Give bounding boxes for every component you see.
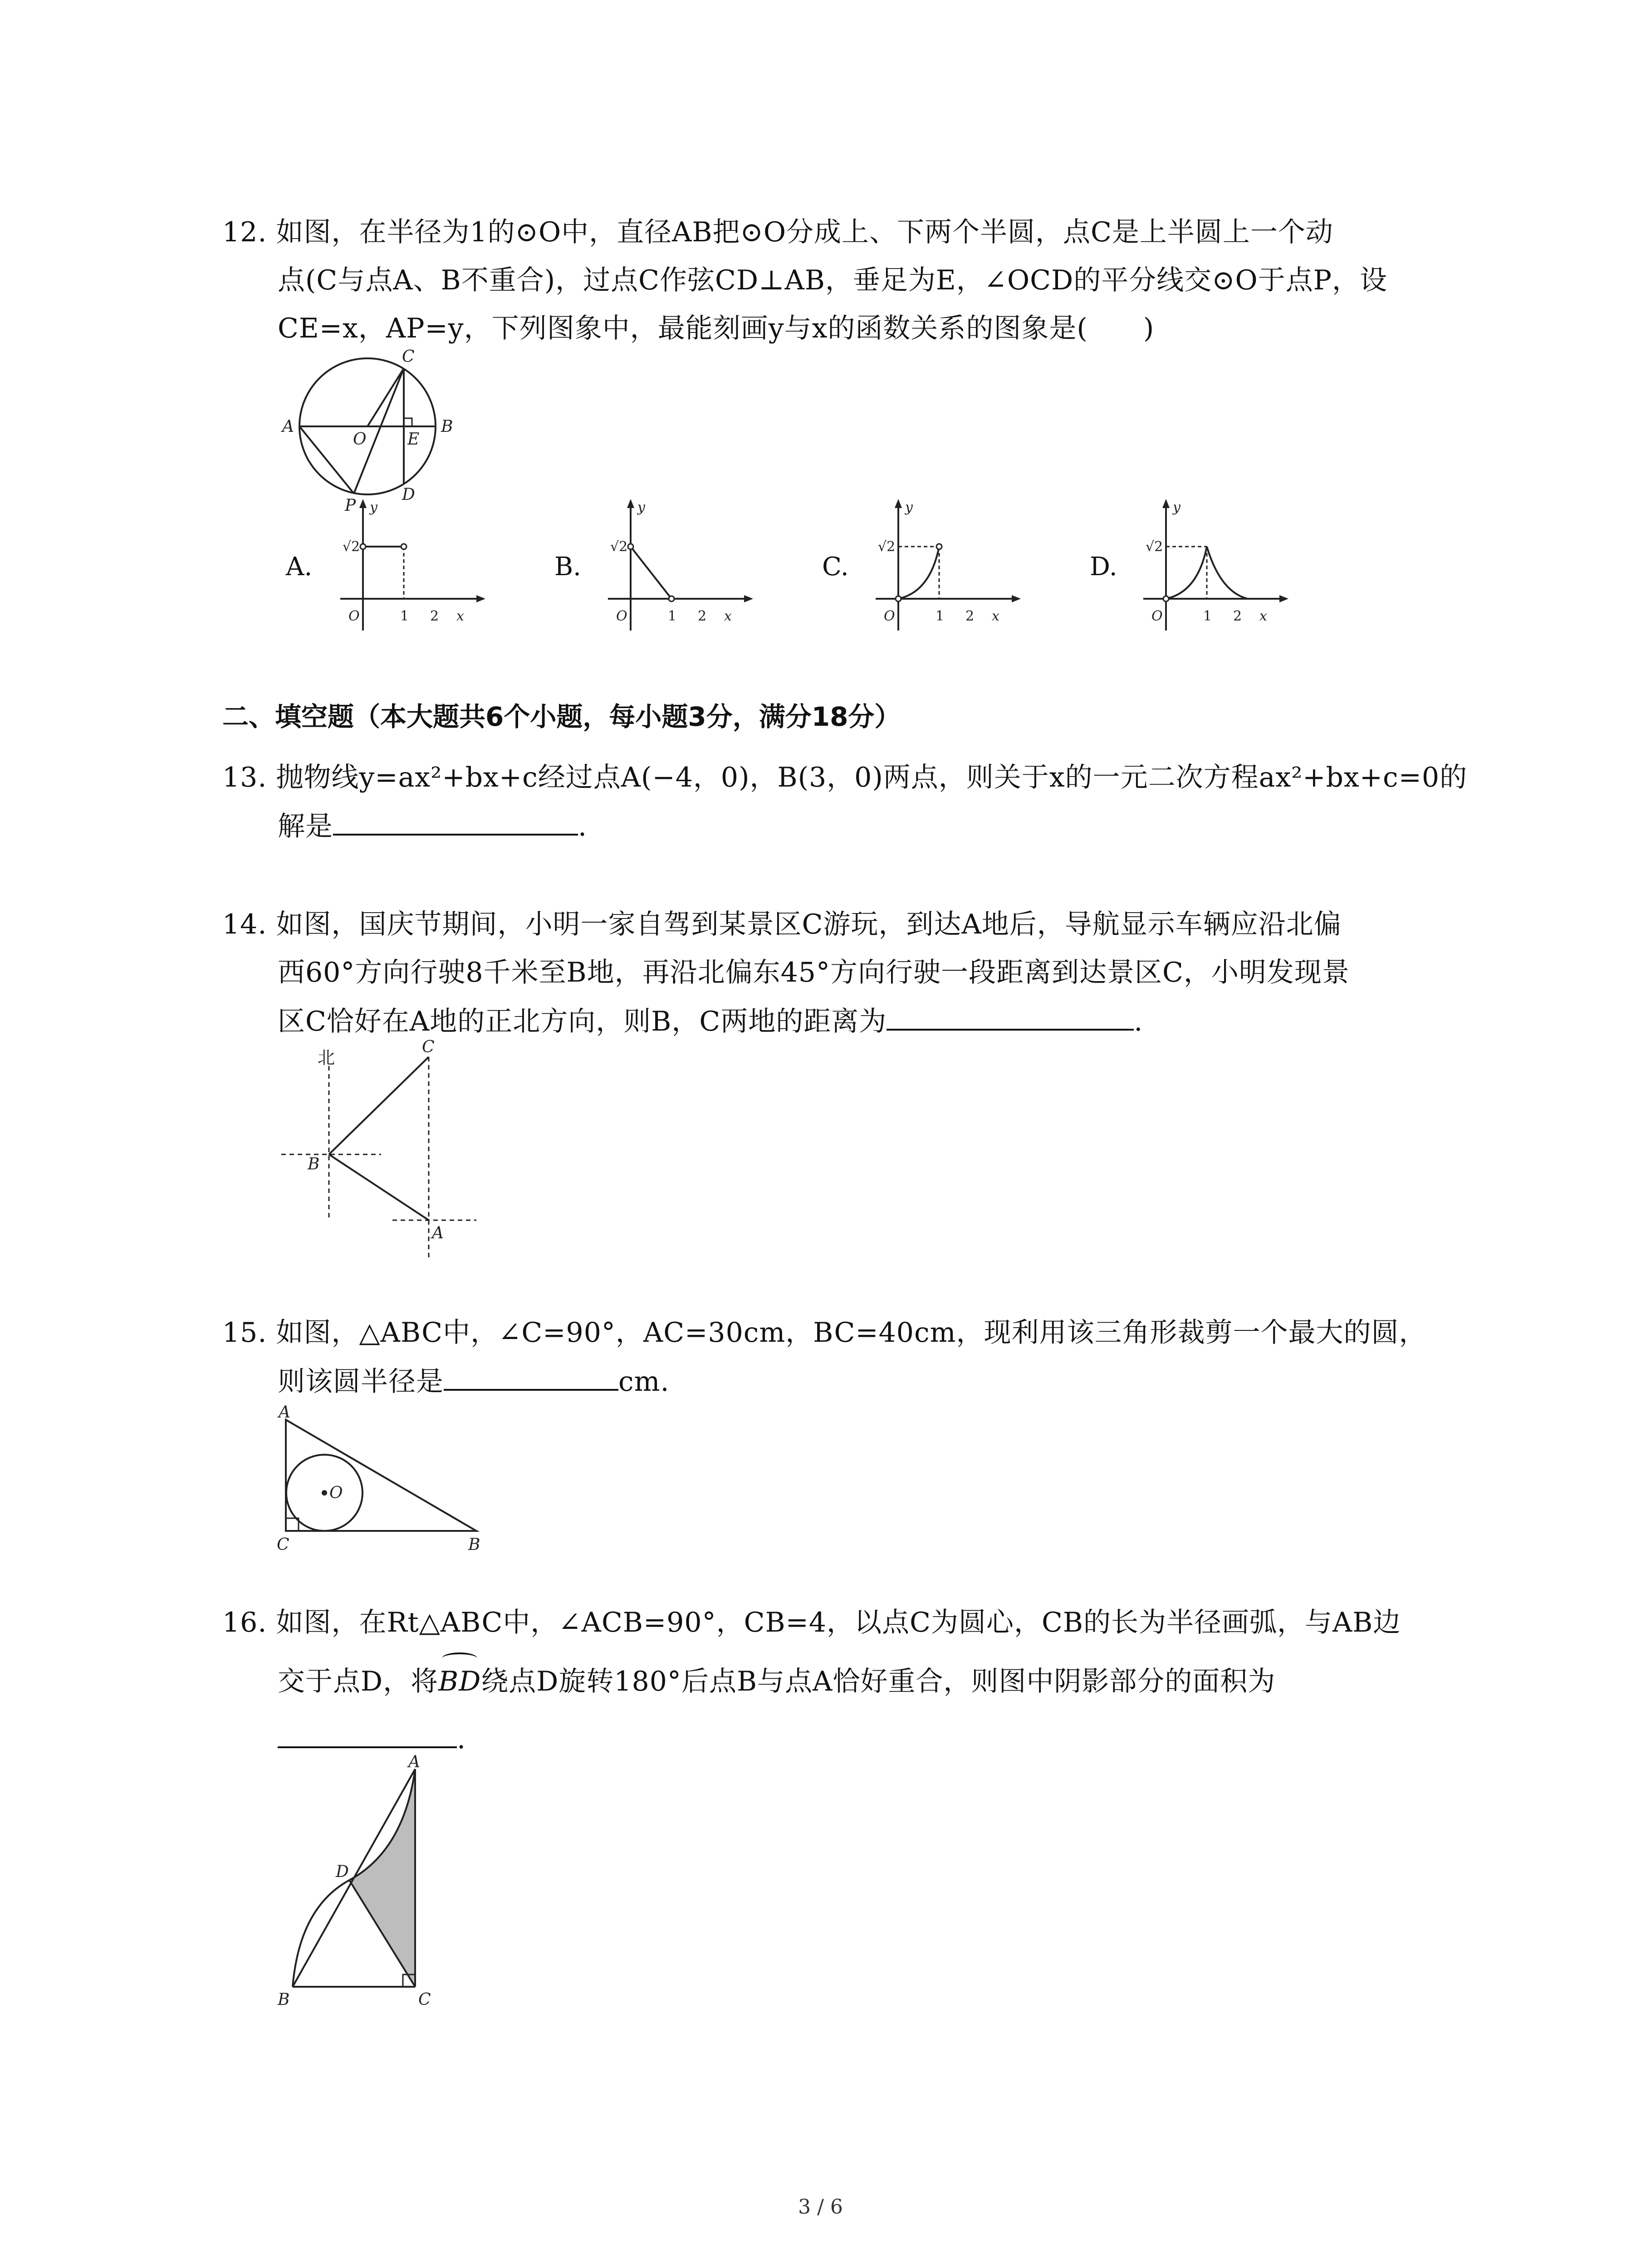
q16-arc-BD: BD [438,1662,481,1701]
q13-answer-prefix: 解是 [278,811,333,842]
svg-text:x: x [456,608,464,624]
q12-option-A-graph [331,494,495,640]
q16-shaded-figure [272,1755,463,2009]
q16-answer-blank[interactable] [278,1719,457,1748]
q12-label-O: O [353,430,367,449]
svg-text:2: 2 [965,608,975,624]
q12-line3: CE=x，AP=y，下列图象中，最能刻画y与x的函数关系的图象是( ) [278,313,1155,344]
svg-text:x: x [992,608,999,624]
q16-label-D: D [336,1862,349,1881]
q12-label-C: C [402,347,415,366]
svg-text:1: 1 [936,608,945,624]
q13-answer-suffix: . [578,811,588,842]
q15-line2 [278,1362,670,1401]
q12-option-D-graph [1134,494,1298,640]
q15-label-O: O [329,1484,343,1502]
q12-circle-figure [277,349,467,513]
q14-label-B: B [308,1155,320,1173]
svg-text:y: y [1173,499,1181,515]
q15-answer-blank[interactable] [444,1362,618,1391]
q16-label-C: C [418,1990,431,2009]
q16-line1: 16. 如图，在Rt△ABC中，∠ACB=90°，CB=4，以点C为圆心，CB的长为半径画弧，与AB边 [222,1607,1401,1638]
q12-option-A-letter: A. [286,552,313,582]
svg-text:1: 1 [668,608,677,624]
q12-line1: 12. 如图，在半径为1的⊙O中，直径AB把⊙O分成上、下两个半圆，点C是上半圆上一个动 [222,216,1333,248]
q12-label-D: D [402,485,415,504]
svg-text:2: 2 [430,608,439,624]
svg-text:1: 1 [400,608,409,624]
svg-text:x: x [1259,608,1267,624]
q13-line2 [278,807,587,846]
q15-answer-suffix: cm. [618,1366,670,1398]
svg-text:O: O [884,608,895,624]
q15-label-C: C [277,1535,289,1554]
q12-label-P: P [345,496,356,515]
q12-label-B: B [441,417,453,436]
q16-answer-suffix: . [457,1723,466,1755]
q14-line2: 西60°方向行驶8千米至B地，再沿北偏东45°方向行驶一段距离到达景区C，小明发现景 [278,957,1350,988]
q14-label-A: A [432,1224,444,1242]
q12-option-D-letter: D. [1090,552,1117,582]
q14-label-north: 北 [318,1048,335,1068]
q15-label-B: B [468,1535,480,1554]
q15-answer-prefix: 则该圆半径是 [278,1366,444,1398]
q13-line1: 13. 抛物线y=ax²+bx+c经过点A(−4，0)，B(3，0)两点，则关于x的一元二次方程ax²+bx+c=0的 [222,762,1468,793]
q12-label-E: E [407,430,420,449]
q14-label-C: C [422,1038,435,1056]
svg-text:y: y [370,499,377,515]
page-number: 3 / 6 [798,2195,843,2219]
q16-line3 [278,1719,466,1758]
q12-option-B-graph [599,494,762,640]
q12-line2: 点(C与点A、B不重合)，过点C作弦CD⊥AB，垂足为E，∠OCD的平分线交⊙O于点P，设 [278,264,1388,296]
svg-text:x: x [724,608,732,624]
q14-answer-suffix: . [1134,1006,1143,1037]
svg-text:√2: √2 [878,539,896,555]
svg-text:y: y [637,499,645,515]
q16-text-post: 绕点D旋转180°后点B与点A恰好重合，则图中阴影部分的面积为 [481,1666,1276,1697]
svg-text:O: O [348,608,360,624]
section-title: 二、填空题（本大题共6个小题，每小题3分，满分18分） [222,701,901,732]
svg-text:√2: √2 [343,539,360,555]
q14-answer-blank[interactable] [887,1002,1134,1031]
q14-line3 [278,1002,1143,1041]
q15-triangle-figure [272,1404,490,1554]
svg-text:1: 1 [1203,608,1212,624]
q14-line1: 14. 如图，国庆节期间，小明一家自驾到某景区C游玩，到达A地后，导航显示车辆应沿北偏 [222,909,1342,940]
q16-label-B: B [278,1990,290,2009]
svg-text:2: 2 [698,608,707,624]
q14-direction-figure [272,1039,490,1266]
q12-option-C-letter: C. [822,552,849,582]
q12-option-B-letter: B. [554,552,581,582]
q12-option-C-graph [867,494,1030,640]
q15-line1: 15. 如图，△ABC中，∠C=90°，AC=30cm，BC=40cm，现利用该三角形裁剪一个最大的圆， [222,1317,1427,1349]
q15-label-A: A [279,1403,290,1422]
q14-answer-prefix: 区C恰好在A地的正北方向，则B，C两地的距离为 [278,1006,887,1037]
svg-text:2: 2 [1233,608,1242,624]
q16-text-pre: 交于点D，将 [278,1666,439,1697]
svg-text:y: y [905,499,913,515]
svg-text:O: O [1151,608,1163,624]
q16-line2 [278,1662,1275,1701]
q16-label-A: A [408,1753,420,1771]
svg-text:O: O [616,608,627,624]
svg-text:√2: √2 [610,539,628,555]
svg-text:√2: √2 [1146,539,1163,555]
q13-answer-blank[interactable] [333,807,578,836]
q12-label-A: A [282,417,294,436]
